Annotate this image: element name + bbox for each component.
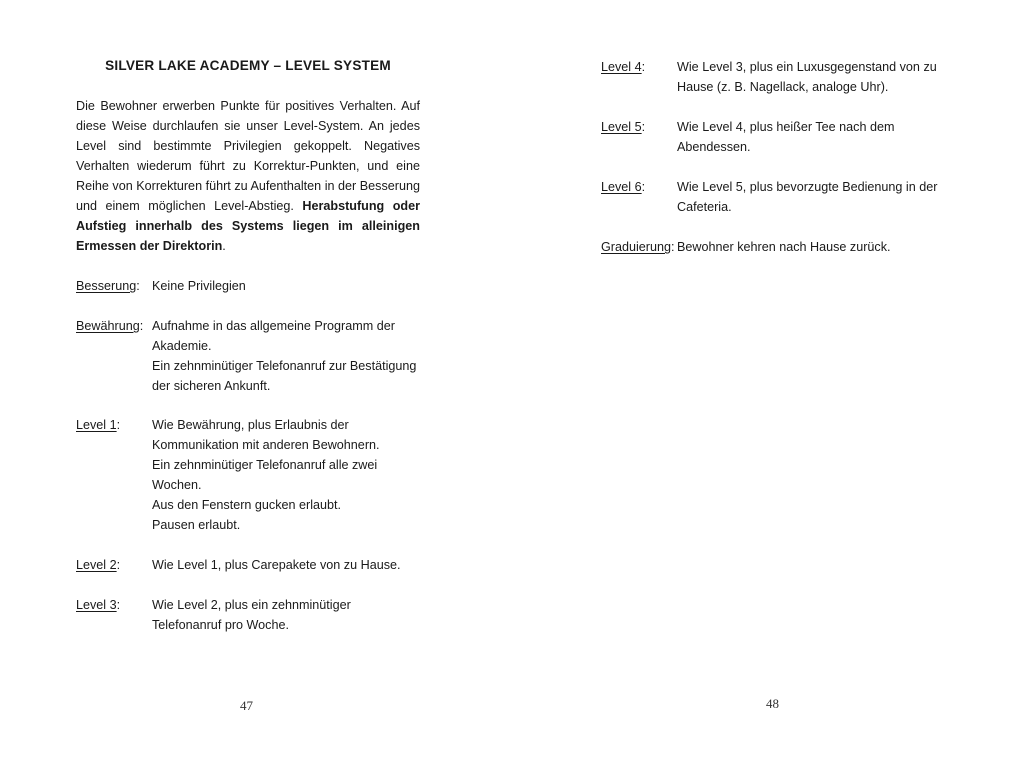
entry-besserung — [76, 276, 420, 296]
entry-label: Level 6: — [601, 180, 646, 194]
entry-bewaehrung — [76, 316, 420, 396]
intro-bold-text: Herabstufung oder Aufstieg innerhalb des Systems liegen im alleinigen Ermessen der Direktorin — [76, 199, 420, 253]
entry-label: Besserung: — [76, 279, 140, 293]
entry-level-1 — [76, 415, 420, 535]
entry-label: Level 4: — [601, 60, 646, 74]
entry-body: Wie Level 2, plus ein zehnminütiger Telefonanruf pro Woche. — [152, 598, 351, 632]
entry-label: Level 5: — [601, 120, 646, 134]
entry-level-3 — [76, 595, 420, 635]
page-title: SILVER LAKE ACADEMY – LEVEL SYSTEM — [105, 58, 391, 73]
entry-body: Wie Level 4, plus heißer Tee nach dem Abendessen. — [677, 120, 895, 154]
intro-end: . — [222, 239, 226, 253]
entry-label: Bewährung: — [76, 319, 144, 333]
intro-paragraph — [76, 96, 420, 256]
entry-body: Keine Privilegien — [152, 279, 246, 293]
entry-body: Wie Level 3, plus ein Luxusgegenstand von zu Hause (z. B. Nagellack, analoge Uhr). — [677, 60, 937, 94]
entry-label: Graduierung: — [601, 240, 675, 254]
entry-label: Level 2: — [76, 558, 121, 572]
entry-level-4 — [601, 57, 946, 97]
page-number-left: 47 — [240, 698, 253, 713]
entry-body: Aufnahme in das allgemeine Programm der Akademie. Ein zehnminütiger Telefonanruf zur Bestätigung der sicheren Ankunft. — [152, 319, 417, 393]
entry-body: Wie Level 1, plus Carepakete von zu Hause. — [152, 558, 401, 572]
entry-level-6 — [601, 177, 946, 217]
entry-level-5 — [601, 117, 946, 157]
intro-text: Die Bewohner erwerben Punkte für positives Verhalten. Auf diese Weise durchlaufen sie unser Level-System. An jedes Level sind bestimmte Privilegien gekoppelt. Negatives Verhalten wiederum führt zu Korrektur-Punkten, und eine Reihe von Korrekturen führt zu Aufenthalten in der Besserung und einem möglichen Level-Abstieg. — [76, 99, 420, 213]
entry-level-2 — [76, 555, 420, 575]
entry-body: Wie Bewährung, plus Erlaubnis der Kommunikation mit anderen Bewohnern. Ein zehnminütiger Telefonanruf alle zwei Wochen. Aus den Fenstern gucken erlaubt. Pausen erlaubt. — [152, 418, 380, 532]
entry-label: Level 3: — [76, 598, 121, 612]
entry-label: Level 1: — [76, 418, 121, 432]
page-number-right: 48 — [766, 696, 779, 711]
entry-body: Bewohner kehren nach Hause zurück. — [677, 240, 891, 254]
entry-graduierung — [601, 237, 946, 257]
entry-body: Wie Level 5, plus bevorzugte Bedienung in der Cafeteria. — [677, 180, 938, 214]
